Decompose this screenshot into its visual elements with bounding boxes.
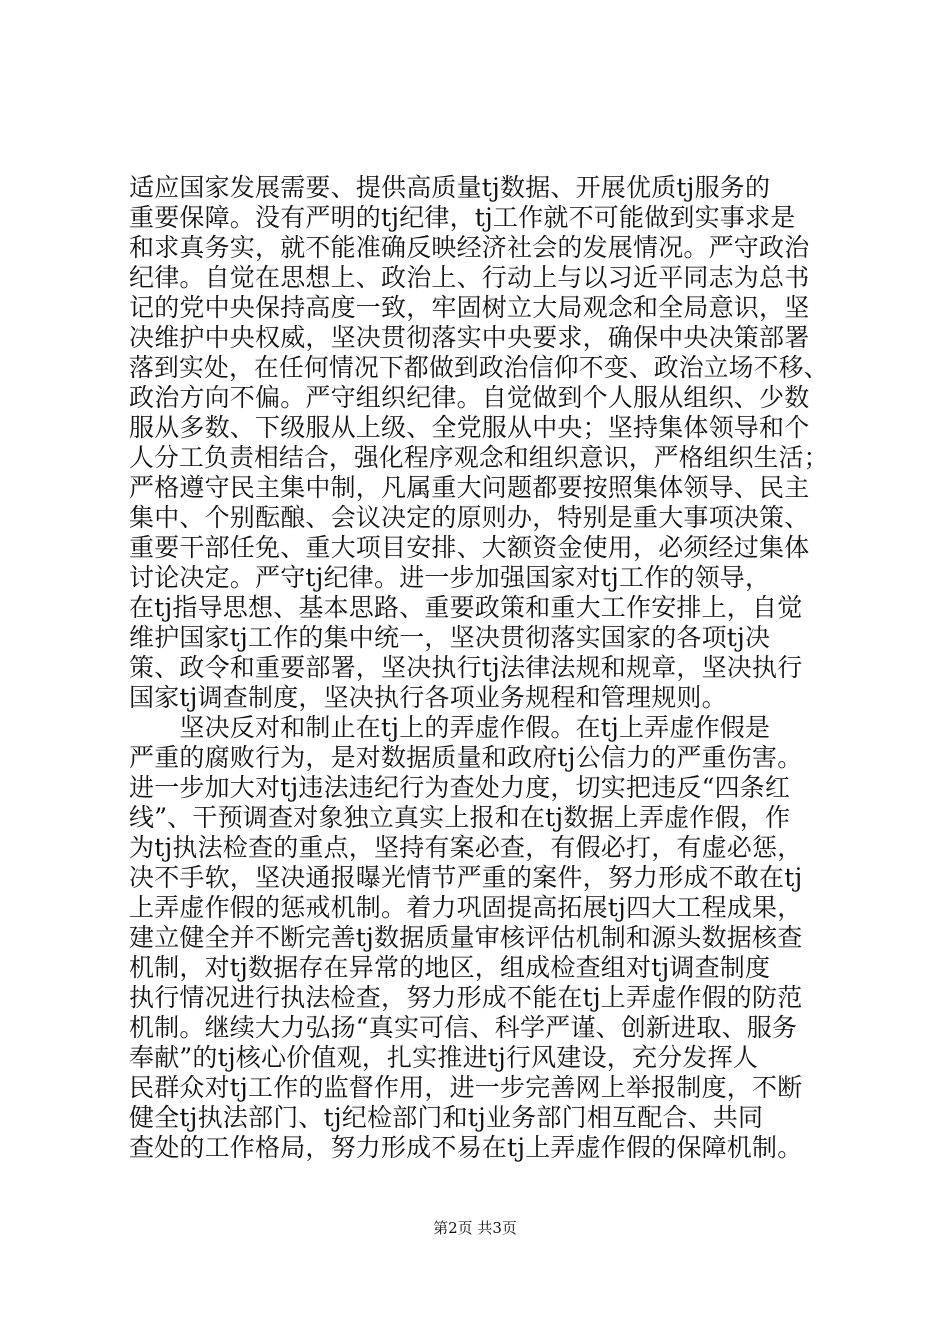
text-line: 策、政令和重要部署，坚决执行tj法律法规和规章，坚决执行 [129, 653, 803, 682]
text-line: 落到实处，在任何情况下都做到政治信仰不变、政治立场不移、 [129, 353, 829, 382]
text-line: 机制，对tj数据存在异常的地区，组成检查组对tj调查制度 [129, 953, 771, 982]
text-line: 建立健全并不断完善tj数据质量审核评估机制和源头数据核查 [129, 923, 803, 952]
text-line: 决不手软，坚决通报曝光情节严重的案件，努力形成不敢在tj [129, 863, 803, 892]
text-line: 上弄虚作假的惩戒机制。着力巩固提高拓展tj四大工程成果， [129, 893, 803, 922]
text-line: 严格遵守民主集中制，凡属重大问题都要按照集体领导、民主 [129, 473, 810, 502]
text-line: 讨论决定。严守tj纪律。进一步加强国家对tj工作的领导， [129, 563, 771, 592]
text-line: 机制。继续大力弘扬“真实可信、科学严谨、创新进取、服务 [129, 1013, 798, 1042]
text-line: 人分工负责相结合，强化程序观念和组织意识，严格组织生活； [129, 443, 829, 472]
text-line: 民群众对tj工作的监督作用，进一步完善网上举报制度，不断 [129, 1073, 803, 1102]
text-line: 和求真务实，就不能准确反映经济社会的发展情况。严守政治 [129, 233, 810, 262]
text-line: 政治方向不偏。严守组织纪律。自觉做到个人服从组织、少数 [129, 383, 810, 412]
text-line: 奉献”的tj核心价值观，扎实推进tj行风建设，充分发挥人 [129, 1043, 758, 1072]
text-line: 国家tj调查制度，坚决执行各项业务规程和管理规则。 [129, 683, 727, 712]
page-number-footer: 第2页 共3页 [433, 1219, 517, 1237]
text-line: 重要保障。没有严明的tj纪律，tj工作就不可能做到实事求是 [129, 203, 796, 232]
text-line: 重要干部任免、重大项目安排、大额资金使用，必须经过集体 [129, 533, 810, 562]
text-line: 进一步加大对tj违法违纪行为查处力度，切实把违反“四条红 [129, 773, 791, 802]
text-line: 执行情况进行执法检查，努力形成不能在tj上弄虚作假的防范 [129, 983, 803, 1012]
text-line: 线”、干预调查对象独立真实上报和在tj数据上弄虚作假，作 [129, 803, 791, 832]
text-line: 记的党中央保持高度一致，牢固树立大局观念和全局意识，坚 [129, 293, 810, 322]
text-line: 纪律。自觉在思想上、政治上、行动上与以习近平同志为总书 [129, 263, 810, 292]
text-line: 在tj指导思想、基本思路、重要政策和重大工作安排上，自觉 [129, 593, 803, 622]
text-line: 适应国家发展需要、提供高质量tj数据、开展优质tj服务的 [129, 173, 771, 202]
text-line: 维护国家tj工作的集中统一，坚决贯彻落实国家的各项tj决 [129, 623, 771, 652]
text-line: 服从多数、下级服从上级、全党服从中央；坚持集体领导和个 [129, 413, 810, 442]
text-line: 严重的腐败行为，是对数据质量和政府tj公信力的严重伤害。 [129, 743, 803, 772]
text-line: 坚决反对和制止在tj上的弄虚作假。在tj上弄虚作假是 [129, 713, 771, 742]
text-line: 为tj执法检查的重点，坚持有案必查，有假必打，有虚必惩， [129, 833, 803, 862]
text-line: 健全tj执法部门、tj纪检部门和tj业务部门相互配合、共同 [129, 1103, 764, 1132]
text-line: 查处的工作格局，努力形成不易在tj上弄虚作假的保障机制。 [129, 1133, 803, 1162]
text-line: 决维护中央权威，坚决贯彻落实中央要求，确保中央决策部署 [129, 323, 810, 352]
document-body [129, 173, 829, 1163]
text-line: 集中、个别酝酿、会议决定的原则办，特别是重大事项决策、 [129, 503, 810, 532]
